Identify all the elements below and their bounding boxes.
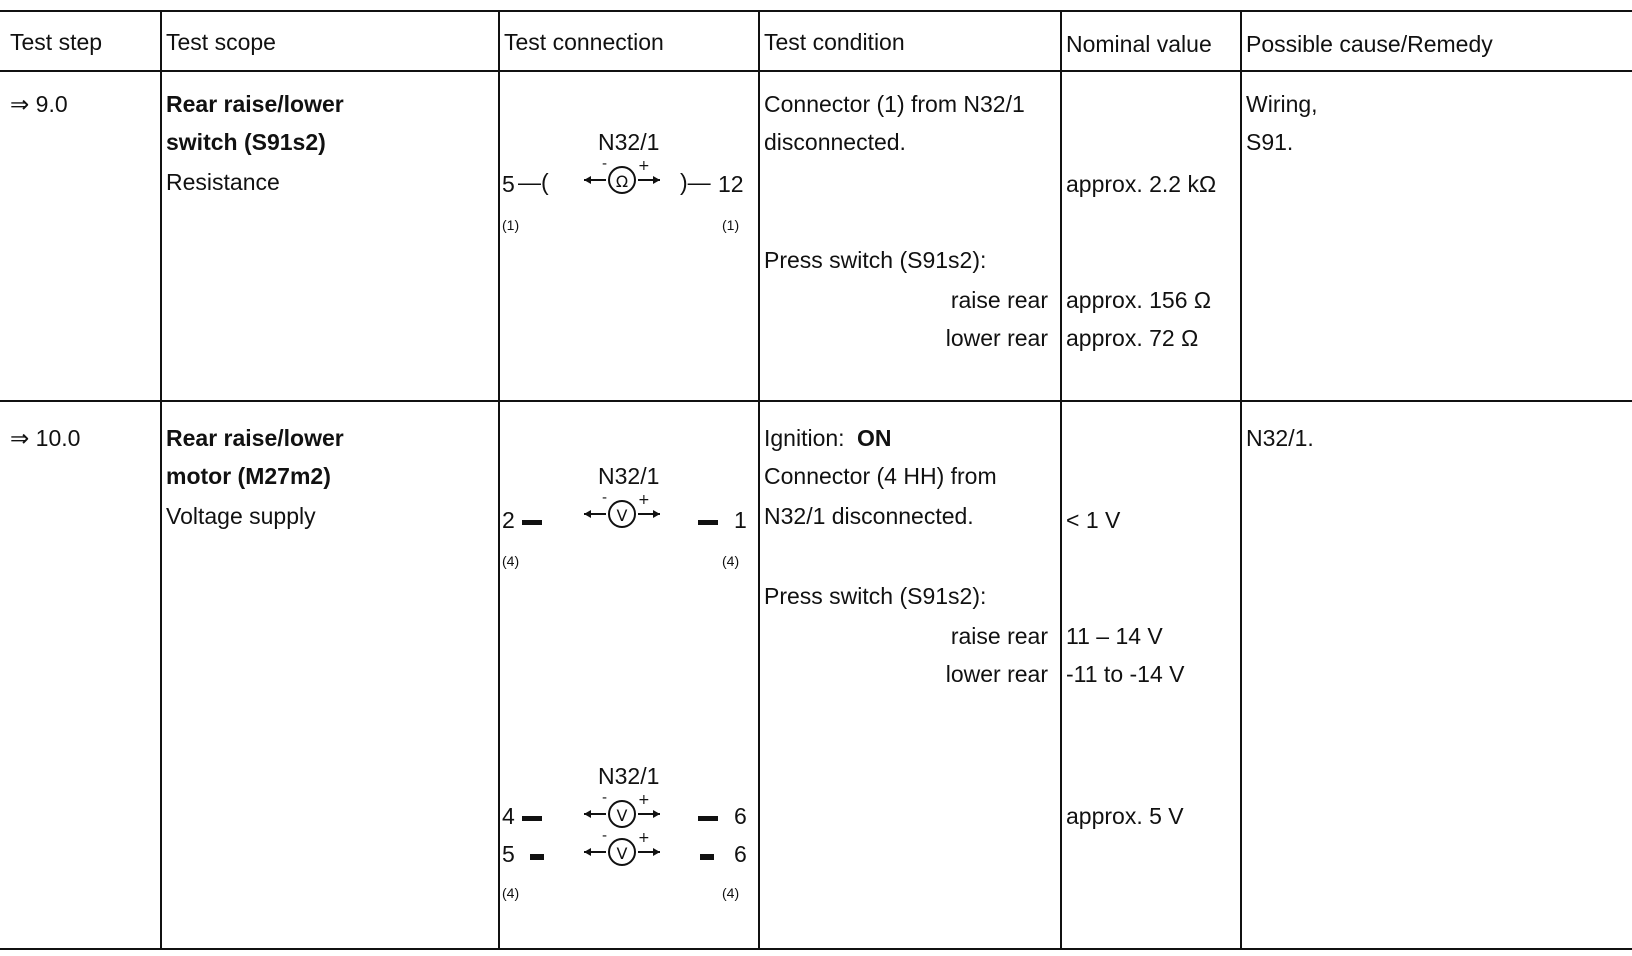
nominal-value: approx. 5 V <box>1066 803 1184 829</box>
possible-cause: Wiring, <box>1246 91 1318 117</box>
test-scope-desc: Voltage supply <box>166 503 316 529</box>
condition-text: N32/1 disconnected. <box>764 503 974 529</box>
left-pin: 5 <box>502 841 515 867</box>
test-step: ⇒ 10.0 <box>10 425 81 451</box>
pin-connector-mark <box>522 520 542 525</box>
possible-cause: N32/1. <box>1246 425 1314 451</box>
right-pin-socket: )— <box>680 169 711 195</box>
left-pin: 5 <box>502 171 515 197</box>
condition-raise-rear: raise rear <box>950 623 1048 649</box>
connector-ref: (1) <box>722 217 740 233</box>
ohmmeter-icon <box>582 158 662 198</box>
svg-text:+: + <box>638 830 650 846</box>
right-pin: 6 <box>734 803 747 829</box>
table-bottom-rule <box>0 948 1632 950</box>
meter-symbol: V <box>616 506 628 525</box>
pin-connector-mark <box>698 520 718 525</box>
svg-text:+: + <box>638 158 650 174</box>
svg-text:-: - <box>602 830 608 844</box>
table-top-rule <box>0 10 1632 12</box>
condition-ignition-value: ON <box>856 425 892 451</box>
right-pin: 12 <box>718 171 744 197</box>
voltmeter-icon <box>582 830 662 870</box>
svg-text:-: - <box>602 792 608 806</box>
test-step: ⇒ 9.0 <box>10 91 68 117</box>
header-bottom-rule <box>0 70 1632 72</box>
left-pin: 4 <box>502 803 515 829</box>
pin-connector-mark <box>522 816 542 821</box>
module-label: N32/1 <box>598 763 660 789</box>
connector-ref: (4) <box>502 553 520 569</box>
condition-text: disconnected. <box>764 129 906 155</box>
svg-text:-: - <box>602 158 608 172</box>
column-divider <box>1240 10 1242 948</box>
voltmeter-icon <box>582 492 662 532</box>
condition-ignition <box>764 424 891 452</box>
condition-lower-rear: lower rear <box>945 661 1048 687</box>
header-test-condition: Test condition <box>764 29 905 55</box>
test-scope-title: Rear raise/lower <box>166 91 344 117</box>
condition-press-switch: Press switch (S91s2): <box>764 247 987 273</box>
module-label: N32/1 <box>598 463 660 489</box>
test-scope-title: Rear raise/lower <box>166 425 344 451</box>
nominal-value: < 1 V <box>1066 507 1121 533</box>
header-test-step: Test step <box>10 29 103 55</box>
connector-ref: (4) <box>722 553 740 569</box>
pin-connector-mark <box>698 816 718 821</box>
condition-text: Connector (1) from N32/1 <box>764 91 1025 117</box>
connector-ref: (4) <box>502 885 520 901</box>
connector-ref: (1) <box>502 217 520 233</box>
header-test-connection: Test connection <box>504 29 664 55</box>
condition-press-switch: Press switch (S91s2): <box>764 583 987 609</box>
header-test-scope: Test scope <box>166 29 276 55</box>
header-possible-cause: Possible cause/Remedy <box>1246 31 1493 57</box>
svg-text:-: - <box>602 492 608 506</box>
meter-symbol: V <box>616 844 628 863</box>
right-pin: 1 <box>734 507 747 533</box>
condition-text: Connector (4 HH) from <box>764 463 997 489</box>
row-divider <box>0 400 1632 402</box>
test-scope-title: motor (M27m2) <box>166 463 331 489</box>
column-divider <box>1060 10 1062 948</box>
condition-raise-rear: raise rear <box>950 287 1048 313</box>
left-pin-socket: —( <box>518 169 549 195</box>
nominal-value: -11 to -14 V <box>1066 661 1185 687</box>
test-scope-desc: Resistance <box>166 169 280 195</box>
pin-connector-mark <box>530 854 544 860</box>
meter-symbol: V <box>616 806 628 825</box>
nominal-value: approx. 156 Ω <box>1066 287 1212 313</box>
right-pin: 6 <box>734 841 747 867</box>
meter-symbol: Ω <box>615 172 629 191</box>
test-scope-title: switch (S91s2) <box>166 129 326 155</box>
condition-ignition-label: Ignition: <box>764 425 845 451</box>
column-divider <box>758 10 760 948</box>
pin-connector-mark <box>700 854 714 860</box>
voltmeter-icon <box>582 792 662 832</box>
nominal-value: approx. 2.2 kΩ <box>1066 171 1217 197</box>
left-pin: 2 <box>502 507 515 533</box>
nominal-value: 11 – 14 V <box>1066 623 1163 649</box>
module-label: N32/1 <box>598 129 660 155</box>
svg-text:+: + <box>638 792 650 808</box>
nominal-value: approx. 72 Ω <box>1066 325 1199 351</box>
condition-lower-rear: lower rear <box>945 325 1048 351</box>
header-nominal-value: Nominal value <box>1066 31 1212 57</box>
svg-text:+: + <box>638 492 650 508</box>
column-divider <box>498 10 500 948</box>
column-divider <box>160 10 162 948</box>
connector-ref: (4) <box>722 885 740 901</box>
possible-cause: S91. <box>1246 129 1294 155</box>
